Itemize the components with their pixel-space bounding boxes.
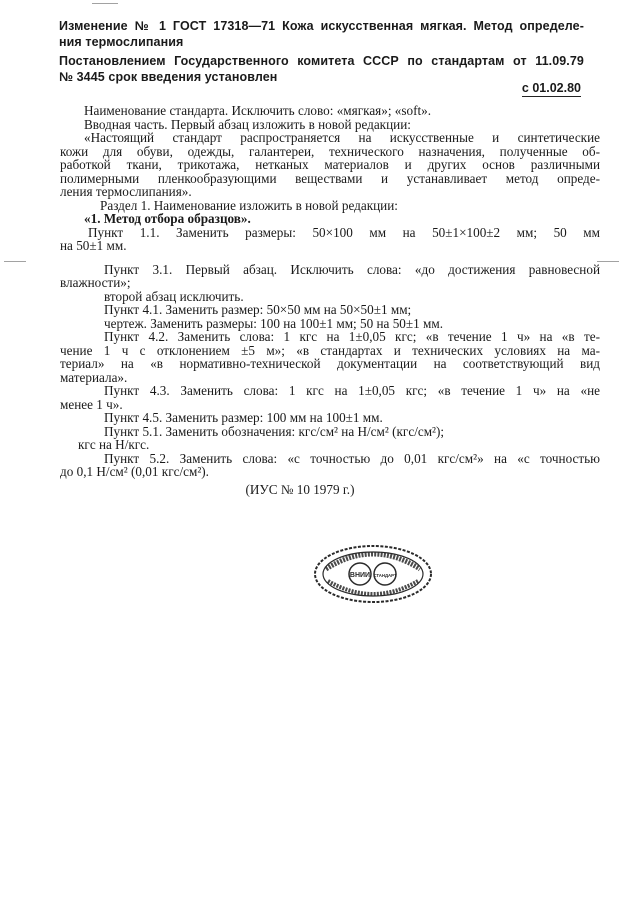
body-line: до 0,1 Н/см² (0,01 кгс/см²). — [60, 464, 209, 479]
body-line: полимерными пленкообразующими веществами и устанавливает метод опреде- — [60, 170, 600, 186]
stamp-inner-right: СТАНДАРТ — [373, 573, 397, 578]
body-line: кгс на Н/кгс. — [78, 437, 150, 452]
body-line: териал» на «в нормативно-технической документации на соответствующий вид — [60, 356, 600, 371]
institution-stamp — [312, 543, 434, 605]
body-line: на 50±1 мм. — [60, 238, 127, 253]
body-line: Пункт 3.1. Первый абзац. Исключить слова: «до достижения равновесной — [104, 261, 600, 277]
resolution-text — [59, 53, 584, 85]
body-line: Вводная часть. Первый абзац изложить в новой редакции: — [84, 116, 411, 132]
section-title-line: «1. Метод отбора образцов». — [84, 211, 251, 226]
body-line: ления термослипания». — [60, 184, 192, 199]
effective-date: с 01.02.80 — [521, 81, 581, 95]
body-line: Наименование стандарта. Исключить слово: «мягкая»; «soft». — [84, 103, 432, 118]
body-line: «Настоящий стандарт распространяется на искусственные и синтетические — [84, 130, 600, 145]
body-line: Пункт 5.1. Заменить обозначения: кгс/см² на Н/см² (кгс/см²); — [104, 423, 445, 439]
amendment-body — [60, 104, 600, 496]
body-line: менее 1 ч». — [60, 396, 123, 412]
body-line: Пункт 4.5. Заменить размер: 100 мм на 100±1 мм. — [104, 410, 383, 425]
scan-edge-mark — [92, 3, 118, 4]
scan-edge-mark — [4, 261, 26, 262]
amendment-title-line-1: Изменение № 1 ГОСТ 17318—71 Кожа искусственная мягкая. Метод определе- — [59, 19, 584, 33]
body-line: второй абзац исключить. — [104, 288, 244, 304]
body-line: Пункт 1.1. Заменить размеры: 50×100 мм на 50±1×100±2 мм; 50 мм — [88, 224, 600, 240]
body-line: работкой ткани, трикотажа, нетканых материалов и других основ различными — [60, 157, 600, 172]
body-line: Пункт 4.2. Заменить слова: 1 кгс на 1±0,05 кгс; «в течение 1 ч» на «в те- — [104, 329, 600, 344]
body-line: материала». — [60, 369, 128, 385]
resolution-line-1: Постановлением Государственного комитета СССР по стандартам от 11.09.79 — [59, 54, 584, 68]
body-line: Пункт 4.1. Заменить размер: 50×50 мм на 50×50±1 мм; — [104, 302, 412, 317]
amendment-title — [59, 18, 584, 50]
body-line: Пункт 5.2. Заменить слова: «с точностью до 0,01 кгс/см²» на «с точностью — [104, 450, 600, 466]
resolution-line-2: № 3445 срок введения установлен — [59, 70, 278, 84]
stamp-inner-left: ВНИИ — [349, 572, 371, 579]
amendment-title-line-2: ния термослипания — [59, 35, 184, 49]
paragraph-gap — [60, 253, 600, 263]
body-line: Раздел 1. Наименование изложить в новой редакции: — [100, 197, 398, 213]
body-line: чение 1 ч с отклонением ±5 м»; «в стандартах и технических условиях на ма- — [60, 342, 600, 358]
body-line: чертеж. Заменить размеры: 100 на 100±1 мм; 50 на 50±1 мм. — [104, 315, 443, 331]
body-line: влажности»; — [60, 275, 131, 290]
body-line: Пункт 4.3. Заменить слова: 1 кгс на 1±0,05 кгс; «в течение 1 ч» на «не — [104, 383, 600, 398]
body-line: кожи для обуви, одежды, галантереи, технического назначения, полученные об- — [60, 143, 600, 159]
scan-edge-mark — [597, 261, 619, 262]
source-reference: (ИУС № 10 1979 г.) — [245, 481, 355, 497]
